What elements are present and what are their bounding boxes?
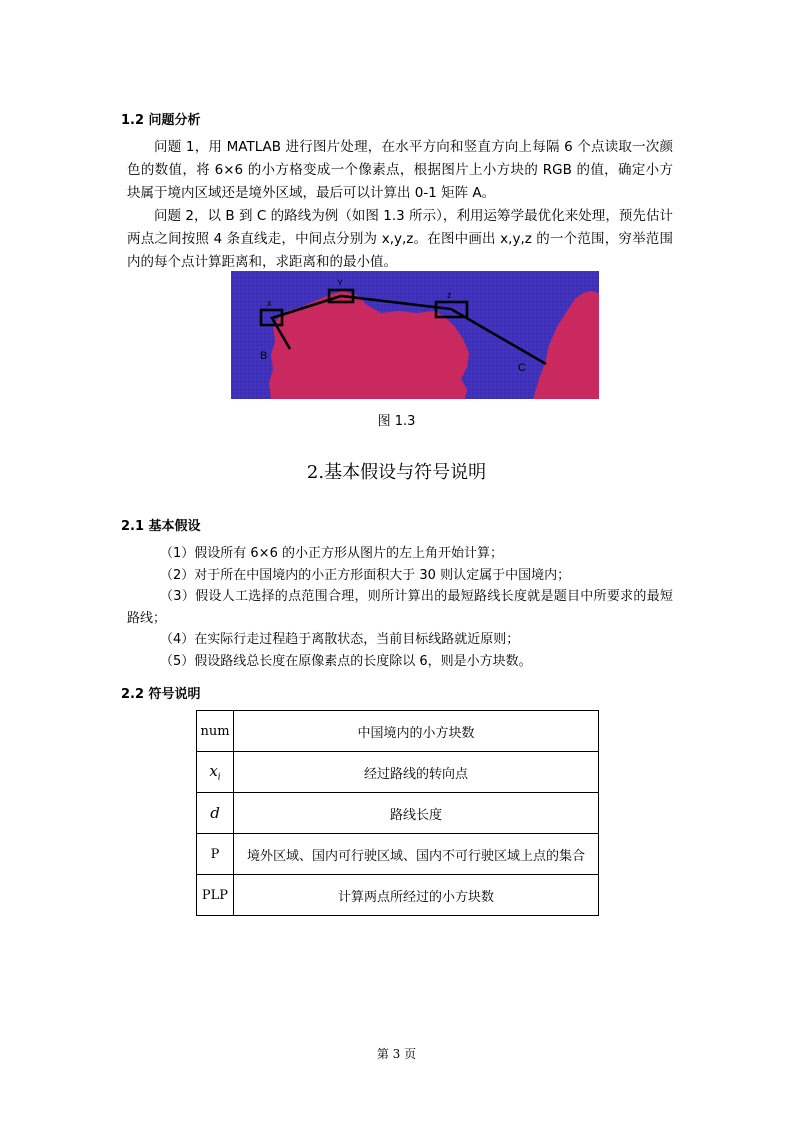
pixel-grid-overlay bbox=[231, 271, 599, 399]
meaning-cell: 路线长度 bbox=[234, 793, 599, 834]
symbol-cell: num bbox=[197, 711, 234, 752]
section-heading-2-1: 2.1 基本假设 bbox=[121, 519, 201, 534]
meaning-cell: 计算两点所经过的小方块数 bbox=[234, 875, 599, 916]
section-heading-2-2: 2.2 符号说明 bbox=[121, 687, 201, 702]
assumption-item: （3）假设人工选择的点范围合理，则所计算出的最短路线长度就是题目中所要求的最短路线； bbox=[127, 589, 673, 626]
page-number: 第 3 页 bbox=[376, 1047, 417, 1061]
label-x: x bbox=[267, 298, 272, 308]
symbol-cell: PLP bbox=[197, 875, 234, 916]
label-b: B bbox=[260, 350, 268, 362]
symbol-cell: P bbox=[197, 834, 234, 875]
symbol-cell bbox=[197, 793, 234, 834]
assumption-item: （1）假设所有 6×6 的小正方形从图片的左上角开始计算； bbox=[160, 546, 503, 561]
symbol-subscript: i bbox=[217, 772, 221, 783]
table-row bbox=[197, 711, 599, 752]
analysis-text bbox=[127, 136, 673, 274]
label-y: Y bbox=[337, 278, 344, 288]
assumption-item: （4）在实际行走过程趋于离散状态，当前目标线路就近原则； bbox=[160, 632, 520, 647]
label-z: z bbox=[447, 290, 452, 300]
symbol-d: d bbox=[210, 804, 220, 822]
meaning-cell: 境外区域、国内可行驶区域、国内不可行驶区域上点的集合 bbox=[234, 834, 599, 875]
assumption-item: （5）假设路线总长度在原像素点的长度除以 6，则是小方块数。 bbox=[160, 653, 532, 669]
meaning-cell: 经过路线的转向点 bbox=[234, 752, 599, 793]
symbol-table bbox=[196, 710, 599, 916]
section-heading-1-2: 1.2 问题分析 bbox=[121, 113, 201, 128]
symbol-cell bbox=[197, 752, 234, 793]
assumption-item: （2）对于所在中国境内的小正方形面积大于 30 则认定属于中国境内； bbox=[160, 567, 571, 583]
meaning-cell: 中国境内的小方块数 bbox=[234, 711, 599, 752]
chapter-title: 2.基本假设与符号说明 bbox=[306, 462, 487, 483]
symbol-x: x bbox=[209, 761, 218, 780]
assumption-list bbox=[127, 543, 673, 672]
table-row bbox=[197, 752, 599, 793]
analysis-paragraph-1: 问题 1，用 MATLAB 进行图片处理，在水平方向和竖直方向上每隔 6 个点读取一次颜色的数值，将 6×6 的小方格变成一个像素点，根据图片上小方块的 RGB 的值，确定小方块属于境内区域还是境外区域，最后可以计算出 0-1 矩阵 A。 bbox=[127, 139, 673, 201]
figure-1-3-map bbox=[231, 271, 599, 399]
table-row bbox=[197, 875, 599, 916]
analysis-paragraph-2: 问题 2，以 B 到 C 的路线为例（如图 1.3 所示），利用运筹学最优化来处理，预先估计两点之间按照 4 条直线走，中间点分别为 x,y,z。在图中画出 x,y,z 的一个范围，穷举范围内的每个点计算距离和，求距离和的最小值。 bbox=[127, 208, 673, 270]
table-row bbox=[197, 793, 599, 834]
label-c: C bbox=[518, 362, 526, 374]
table-row bbox=[197, 834, 599, 875]
figure-caption: 图 1.3 bbox=[377, 414, 416, 429]
